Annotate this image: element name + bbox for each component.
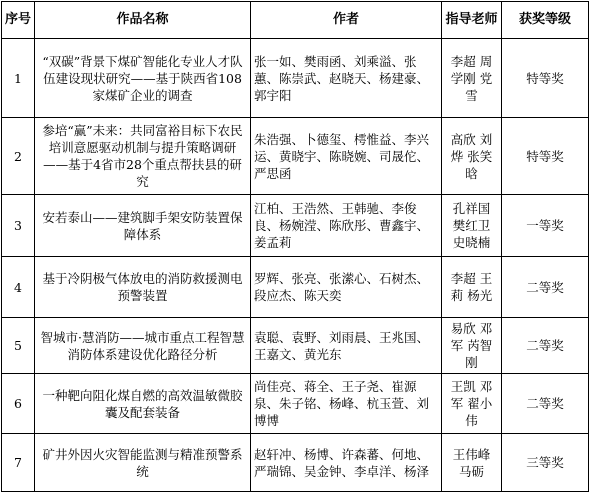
row-advisors: 高欣 刘烨 张笑晗 xyxy=(442,118,502,195)
header-title: 作品名称 xyxy=(35,2,251,39)
row-authors: 朱浩强、卜德玺、樗惟益、李兴运、黄晓宇、陈晓婉、司晟佗、严思函 xyxy=(251,118,442,195)
row-title: 安若泰山——建筑脚手架安防装置保障体系 xyxy=(35,195,251,257)
row-advisors: 孔祥国 樊红卫 史晓楠 xyxy=(442,195,502,257)
row-title: 参培“赢”未来：共同富裕目标下农民培训意愿驱动机制与提升策略调研——基于4省市28个重点帮扶县的研究 xyxy=(35,118,251,195)
row-title: 智城市·慧消防——城市重点工程智慧消防体系建设优化路径分析 xyxy=(35,318,251,374)
row-authors: 罗辉、张亮、张潆心、石树杰、段应杰、陈天奕 xyxy=(251,257,442,318)
row-award: 一等奖 xyxy=(502,195,589,257)
header-award: 获奖等级 xyxy=(502,2,589,39)
table-row xyxy=(2,118,589,195)
row-no: 6 xyxy=(2,374,35,434)
award-table xyxy=(1,1,589,492)
row-advisors: 易欣 邓军 芮智刚 xyxy=(442,318,502,374)
row-title: 基于冷阴极气体放电的消防救援测电预警装置 xyxy=(35,257,251,318)
row-no: 4 xyxy=(2,257,35,318)
row-authors: 赵轩冲、杨博、许森蕃、何地、严瑞锦、吴金钟、李卓洋、杨泽 xyxy=(251,434,442,492)
row-authors: 张一如、樊雨函、刘乘溢、张蕙、陈崇武、赵晓天、杨建豪、郭宇阳 xyxy=(251,39,442,118)
row-award: 二等奖 xyxy=(502,374,589,434)
row-no: 1 xyxy=(2,39,35,118)
row-award: 二等奖 xyxy=(502,318,589,374)
row-authors: 袁聪、袁野、刘雨晨、王兆国、王嘉文、黄光东 xyxy=(251,318,442,374)
table-row xyxy=(2,195,589,257)
table-row xyxy=(2,434,589,492)
row-no: 5 xyxy=(2,318,35,374)
row-title: “双碳”背景下煤矿智能化专业人才队伍建设现状研究——基于陕西省108家煤矿企业的调查 xyxy=(35,39,251,118)
row-authors: 尚佳亮、蒋全、王子尧、崔源泉、朱子铭、杨峰、杭玉萱、刘博博 xyxy=(251,374,442,434)
row-no: 3 xyxy=(2,195,35,257)
row-award: 三等奖 xyxy=(502,434,589,492)
row-advisors: 王凯 邓军 翟小伟 xyxy=(442,374,502,434)
row-award: 特等奖 xyxy=(502,118,589,195)
table-row xyxy=(2,318,589,374)
row-title: 矿井外因火灾智能监测与精准预警系统 xyxy=(35,434,251,492)
header-no: 序号 xyxy=(2,2,35,39)
row-advisors: 王伟峰 马砺 xyxy=(442,434,502,492)
table-row xyxy=(2,257,589,318)
row-award: 二等奖 xyxy=(502,257,589,318)
row-no: 2 xyxy=(2,118,35,195)
header-advisors: 指导老师 xyxy=(442,2,502,39)
header-authors: 作者 xyxy=(251,2,442,39)
row-advisors: 李超 周学刚 党雪 xyxy=(442,39,502,118)
row-title: 一种靶向阻化煤自燃的高效温敏微胶囊及配套装备 xyxy=(35,374,251,434)
row-authors: 江柏、王浩然、王韩驰、李俊良、杨婉滢、陈欣彤、曹鑫宇、姜孟莉 xyxy=(251,195,442,257)
row-advisors: 李超 王莉 杨光 xyxy=(442,257,502,318)
table-row xyxy=(2,39,589,118)
header-row xyxy=(2,2,589,39)
table-row xyxy=(2,374,589,434)
row-no: 7 xyxy=(2,434,35,492)
row-award: 特等奖 xyxy=(502,39,589,118)
